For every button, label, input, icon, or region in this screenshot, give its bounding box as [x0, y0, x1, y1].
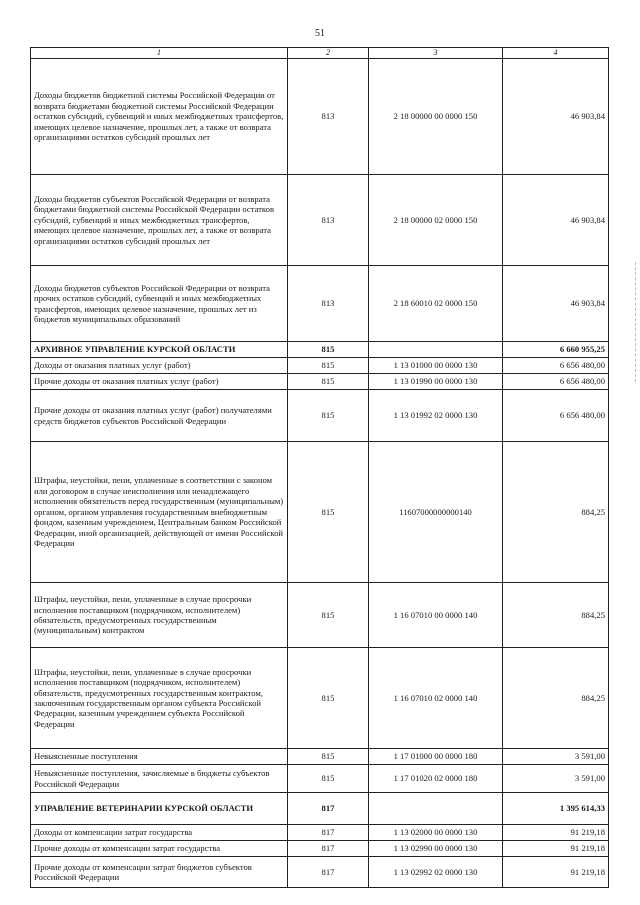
table-row: [31, 857, 609, 888]
admin-code-cell: 813: [288, 266, 369, 342]
budget-classification-code-cell: 1 13 01992 02 0000 130: [369, 390, 503, 442]
budget-classification-code-cell: 11607000000000140: [369, 442, 503, 583]
table-row: [31, 266, 609, 342]
amount-cell: 46 903,84: [503, 59, 609, 175]
amount-cell: 91 219,18: [503, 825, 609, 841]
income-name-cell: Прочие доходы от оказания платных услуг (работ): [31, 374, 288, 390]
income-name-cell: Прочие доходы от оказания платных услуг (работ) получателями средств бюджетов субъектов Российской Федерации: [31, 390, 288, 442]
income-name-cell: АРХИВНОЕ УПРАВЛЕНИЕ КУРСКОЙ ОБЛАСТИ: [31, 342, 288, 358]
table-row: [31, 841, 609, 857]
income-name-cell: Доходы от оказания платных услуг (работ): [31, 358, 288, 374]
admin-code-cell: 815: [288, 648, 369, 749]
column-number-header: 2: [288, 48, 369, 59]
table-body: [31, 59, 609, 888]
table-row: [31, 825, 609, 841]
budget-classification-code-cell: 2 18 60010 02 0000 150: [369, 266, 503, 342]
amount-cell: 884,25: [503, 648, 609, 749]
budget-classification-code-cell: [369, 342, 503, 358]
income-name-cell: Штрафы, неустойки, пени, уплаченные в случае просрочки исполнения поставщиком (подрядчиком, исполнителем) обязательств, предусмотренных государственным (муниципальным) контрактом: [31, 583, 288, 648]
amount-cell: 46 903,84: [503, 266, 609, 342]
admin-code-cell: 817: [288, 841, 369, 857]
income-name-cell: Доходы бюджетов бюджетной системы Российской Федерации от возврата бюджетами бюджетной системы Российской Федерации остатков субсидий, субвенций и иных межбюджетных трансфертов, имеющих целевое назначение, прошлых лет, а также от возврата организациями остатков субсидий прошлых лет: [31, 59, 288, 175]
admin-code-cell: 815: [288, 583, 369, 648]
amount-cell: 884,25: [503, 442, 609, 583]
column-number-header: 3: [369, 48, 503, 59]
budget-revenue-table: [30, 47, 609, 888]
income-name-cell: УПРАВЛЕНИЕ ВЕТЕРИНАРИИ КУРСКОЙ ОБЛАСТИ: [31, 793, 288, 825]
admin-code-cell: 817: [288, 793, 369, 825]
budget-classification-code-cell: [369, 793, 503, 825]
amount-cell: 6 656 480,00: [503, 390, 609, 442]
income-name-cell: Невыясненные поступления: [31, 749, 288, 765]
amount-cell: 6 660 955,25: [503, 342, 609, 358]
income-name-cell: Доходы бюджетов субъектов Российской Федерации от возврата прочих остатков субсидий, субвенций и иных межбюджетных трансфертов, имеющих целевое назначение, прошлых лет из бюджетов муниципальных образований: [31, 266, 288, 342]
table-row-section-header: [31, 793, 609, 825]
amount-cell: 91 219,18: [503, 841, 609, 857]
table-row: [31, 390, 609, 442]
budget-classification-code-cell: 1 17 01000 00 0000 180: [369, 749, 503, 765]
amount-cell: 884,25: [503, 583, 609, 648]
budget-classification-code-cell: 1 17 01020 02 0000 180: [369, 765, 503, 793]
budget-classification-code-cell: 1 13 01000 00 0000 130: [369, 358, 503, 374]
admin-code-cell: 813: [288, 175, 369, 266]
table-row: [31, 374, 609, 390]
scan-edge-mark: [633, 262, 636, 382]
column-number-header: 1: [31, 48, 288, 59]
admin-code-cell: 815: [288, 442, 369, 583]
table-row: [31, 442, 609, 583]
admin-code-cell: 815: [288, 374, 369, 390]
admin-code-cell: 815: [288, 358, 369, 374]
admin-code-cell: 815: [288, 342, 369, 358]
income-name-cell: Штрафы, неустойки, пени, уплаченные в соответствии с законом или договором в случае неисполнения или ненадлежащего исполнения обязательств перед государственным (муниципальным) органом, органом управления государственным внебюджетным фондом, казенным учреждением, Центральным банком Российской Федерации, иной организацией, действующей от имени Российской Федерации: [31, 442, 288, 583]
admin-code-cell: 815: [288, 765, 369, 793]
table-row: [31, 765, 609, 793]
table-row: [31, 358, 609, 374]
budget-classification-code-cell: 1 16 07010 00 0000 140: [369, 583, 503, 648]
income-name-cell: Прочие доходы от компенсации затрат бюджетов субъектов Российской Федерации: [31, 857, 288, 888]
table-row: [31, 583, 609, 648]
amount-cell: 3 591,00: [503, 749, 609, 765]
budget-classification-code-cell: 2 18 00000 02 0000 150: [369, 175, 503, 266]
income-name-cell: Невыясненные поступления, зачисляемые в бюджеты субъектов Российской Федерации: [31, 765, 288, 793]
admin-code-cell: 815: [288, 749, 369, 765]
amount-cell: 6 656 480,00: [503, 374, 609, 390]
budget-classification-code-cell: 2 18 00000 00 0000 150: [369, 59, 503, 175]
budget-classification-code-cell: 1 16 07010 02 0000 140: [369, 648, 503, 749]
column-number-header: 4: [503, 48, 609, 59]
admin-code-cell: 813: [288, 59, 369, 175]
amount-cell: 1 395 614,33: [503, 793, 609, 825]
admin-code-cell: 815: [288, 390, 369, 442]
amount-cell: 46 903,84: [503, 175, 609, 266]
admin-code-cell: 817: [288, 857, 369, 888]
budget-classification-code-cell: 1 13 02992 02 0000 130: [369, 857, 503, 888]
income-name-cell: Доходы от компенсации затрат государства: [31, 825, 288, 841]
amount-cell: 6 656 480,00: [503, 358, 609, 374]
admin-code-cell: 817: [288, 825, 369, 841]
table-row: [31, 59, 609, 175]
table-row: [31, 648, 609, 749]
table-row: [31, 749, 609, 765]
table-row: [31, 175, 609, 266]
column-number-row: [31, 48, 609, 59]
budget-classification-code-cell: 1 13 02990 00 0000 130: [369, 841, 503, 857]
income-name-cell: Доходы бюджетов субъектов Российской Федерации от возврата бюджетами бюджетной системы Российской Федерации остатков субсидий, субвенций и иных межбюджетных трансфертов, имеющих целевое назначение, прошлых лет, а также от возврата организациями остатков субсидий прошлых лет: [31, 175, 288, 266]
income-name-cell: Штрафы, неустойки, пени, уплаченные в случае просрочки исполнения поставщиком (подрядчиком, исполнителем) обязательств, предусмотренных государственным контрактом, заключенным государственным органом субъекта Российской Федерации, казенным учреждением субъекта Российской Федерации: [31, 648, 288, 749]
budget-classification-code-cell: 1 13 02000 00 0000 130: [369, 825, 503, 841]
income-name-cell: Прочие доходы от компенсации затрат государства: [31, 841, 288, 857]
amount-cell: 3 591,00: [503, 765, 609, 793]
table-row-section-header: [31, 342, 609, 358]
amount-cell: 91 219,18: [503, 857, 609, 888]
budget-classification-code-cell: 1 13 01990 00 0000 130: [369, 374, 503, 390]
page-number: 51: [315, 28, 325, 39]
